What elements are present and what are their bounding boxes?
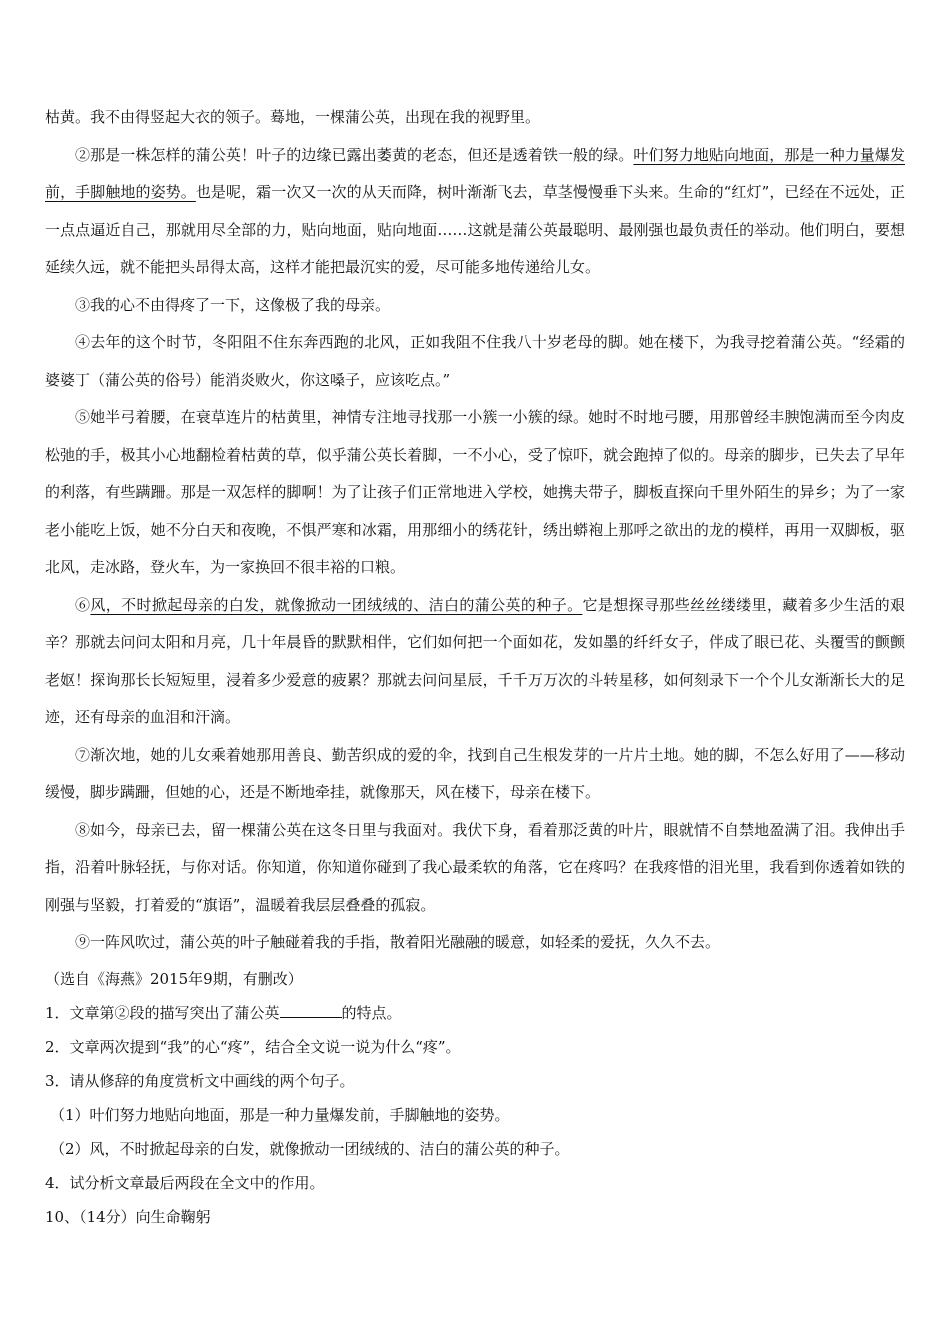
paragraph-4: ④去年的这个时节，冬阳阻不住东奔西跑的北风，正如我阻不住我八十岁老母的脚。她在楼下，为我寻挖着蒲公英。“经霜的婆婆丁（蒲公英的俗号）能消炎败火，你这嗓子，应该吃点。”	[45, 333, 905, 389]
underlined-sentence-1: 叶们努力地贴向地面，那是一种力量爆发前，手脚触地的姿势。	[45, 145, 905, 201]
paragraph-8: ⑧如今，母亲已去，留一棵蒲公英在这冬日里与我面对。我伏下身，看着那泛黄的叶片，眼就情不自禁地盈满了泪。我伸出手指，沿着叶脉轻抚，与你对话。你知道，你知道你碰到了我心最柔软的角落，它在疼吗？在我疼惜的泪光里，我看到你透着如铁的刚强与坚毅，打着爱的“旗语”，温暖着我层层叠叠的孤寂。	[45, 820, 905, 914]
question-3-part-1: （1）叶们努力地贴向地面，那是一种力量爆发前，手脚触地的姿势。	[50, 1105, 510, 1124]
next-section-heading: 10、（14分）向生命鞠躬	[45, 1207, 211, 1226]
paragraph-6-number: ⑥	[75, 595, 91, 614]
question-3-part-2: （2）风，不时掀起母亲的白发，就像掀动一团绒绒的、洁白的蒲公英的种子。	[50, 1139, 570, 1158]
question-4: 4．试分析文章最后两段在全文中的作用。	[45, 1173, 325, 1192]
paragraph-6-rest: 它是想探寻那些丝丝缕缕里，藏着多少生活的艰辛？那就去问问太阳和月亮，几十年晨昏的默默相伴，它们如何把一个面如花，发如墨的纤纤女子，伴成了眼已花、头覆雪的颤颤老妪！探询那长长短短里，浸着多少爱意的疲累？那就去问问星辰，千千万万次的斗转星移，如何刻录下一个个儿女渐渐长大的足迹，还有母亲的血泪和汗滴。	[45, 595, 905, 726]
paragraph-1-tail: 枯黄。我不由得竖起大衣的领子。蓦地，一棵蒲公英，出现在我的视野里。	[45, 108, 541, 126]
paragraph-2-rest: 也是呢，霜一次又一次的从天而降，树叶渐渐飞去，草茎慢慢垂下头来。生命的“红灯”，已经在不远处，正一点点逼近自己，那就用尽全部的力，贴向地面，贴向地面……这就是蒲公英最聪明、最刚强也最负责任的举动。他们明白，要想延续久远，就不能把头昂得太高，这样才能把最沉实的爱，尽可能多地传递给儿女。	[45, 183, 905, 276]
question-1	[45, 996, 905, 1030]
question-1-text: 1．文章第②段的描写突出了蒲公英	[45, 1003, 280, 1022]
paragraph-2-start: ②那是一株怎样的蒲公英！叶子的边缘已露出萎黄的老态，但还是透着铁一般的绿。	[75, 145, 634, 164]
paragraph-5: ⑤她半弓着腰，在衰草连片的枯黄里，神情专注地寻找那一小簇一小簇的绿。她时不时地弓腰，用那曾经丰腴饱满而至今肉皮松弛的手，极其小心地翻检着枯黄的草，似乎蒲公英长着脚，一不小心，受了惊吓，就会跑掉了似的。母亲的脚步，已失去了早年的利落，有些蹒跚。那是一双怎样的脚啊！为了让孩子们正常地进入学校，她携夫带子，脚板直探向千里外陌生的异乡；为了一家老小能吃上饭，她不分白天和夜晚，不惧严寒和冰霜，用那细小的绣花针，绣出蟒袍上那呼之欲出的龙的模样，再用一双脚板，驱北风，走冰路，登火车，为一家换回不很丰裕的口粮。	[45, 408, 905, 576]
paragraph-3: ③我的心不由得疼了一下，这像极了我的母亲。	[75, 295, 391, 314]
paragraph-9: ⑨一阵风吹过，蒲公英的叶子触碰着我的手指，散着阳光融融的暖意，如轻柔的爱抚，久久不去。	[75, 933, 721, 951]
question-1-end: 的特点。	[341, 1003, 402, 1022]
paragraph-6	[45, 587, 905, 737]
answer-blank[interactable]	[280, 1003, 342, 1018]
paragraph-2	[45, 137, 905, 287]
question-2: 2．文章两次提到“我”的心“疼”，结合全文说一说为什么“疼”。	[45, 1037, 461, 1056]
paragraph-7: ⑦渐次地，她的儿女乘着她那用善良、勤苦织成的爱的伞，找到自己生根发芽的一片片土地。她的脚，不怎么好用了——移动缓慢，脚步蹒跚，但她的心，还是不断地牵挂，就像那天，风在楼下，母亲在楼下。	[45, 745, 905, 801]
underlined-sentence-2: 风，不时掀起母亲的白发，就像掀动一团绒绒的、洁白的蒲公英的种子。	[90, 595, 583, 614]
question-3: 3．请从修辞的角度赏析文中画线的两个句子。	[45, 1071, 355, 1090]
source-note: （选自《海燕》2015年9期，有删改）	[45, 969, 303, 988]
